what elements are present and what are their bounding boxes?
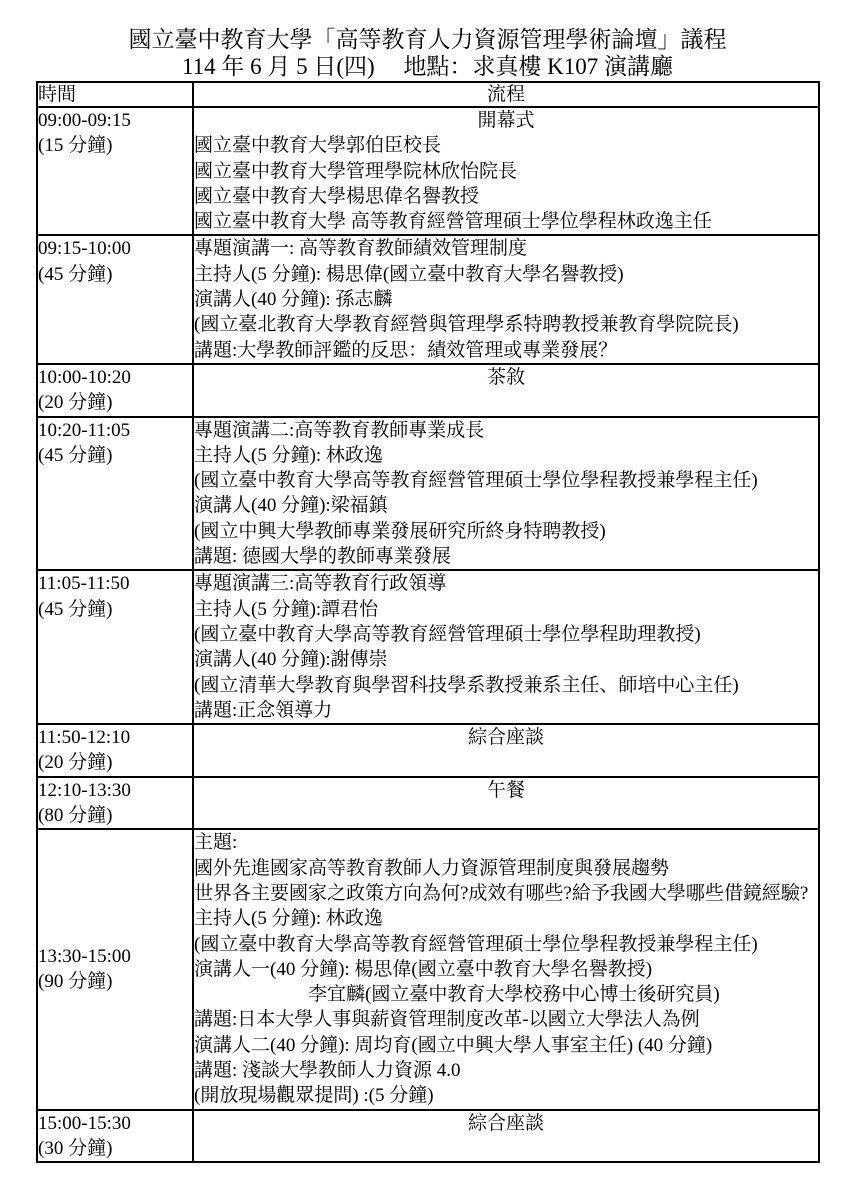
agenda-centered-title: 綜合座談: [467, 1112, 544, 1134]
time-range: 11:50-12:10: [38, 727, 131, 749]
table-row: [37, 235, 819, 363]
time-duration: (20 分鐘): [38, 392, 113, 414]
agenda-line: 講題:大學教師評鑑的反思：績效管理或專業發展？: [194, 339, 618, 361]
time-cell: [37, 724, 193, 777]
agenda-line: (國立臺中教育大學高等教育經營管理碩士學位學程教授兼學程主任): [194, 933, 758, 955]
time-range: 10:00-10:20: [38, 366, 131, 388]
agenda-line: 世界各主要國家之政策方向為何?成效有哪些?給予我國大學哪些借鏡經驗?: [194, 882, 809, 904]
agenda-cell: [193, 364, 819, 417]
agenda-line: 國立臺中教育大學郭伯臣校長: [194, 135, 442, 157]
agenda-line: 國立臺中教育大學 高等教育經營管理碩士學位學程林政逸主任: [194, 211, 712, 233]
agenda-column-header: 流程: [193, 82, 819, 107]
time-duration: (45 分鐘): [38, 263, 113, 285]
agenda-line: 講題:日本大學人事與薪資管理制度改革-以國立大學法人為例: [194, 1009, 700, 1031]
agenda-line: 專題演講三:高等教育行政領導: [194, 573, 447, 595]
agenda-centered-title: 綜合座談: [467, 727, 544, 749]
agenda-line: (國立臺中教育大學高等教育經營管理碩士學位學程助理教授): [194, 623, 701, 645]
agenda-cell: [193, 829, 819, 1109]
agenda-cell: [193, 724, 819, 777]
time-range: 09:00-09:15: [38, 110, 131, 131]
time-duration: (80 分鐘): [38, 805, 113, 827]
agenda-line: 專題演講一: 高等教育教師績效管理制度: [194, 238, 528, 260]
time-duration: (45 分鐘): [38, 444, 113, 466]
agenda-line: 講題: 德國大學的教師專業發展: [194, 546, 452, 568]
agenda-cell: [193, 417, 819, 571]
page-subtitle: 114 年 6 月 5 日(四) 地點：求真樓 K107 演講廳: [181, 54, 674, 79]
agenda-table: [36, 81, 820, 1163]
title-block: [0, 0, 855, 80]
time-cell: [37, 1110, 193, 1163]
agenda-line: (國立中興大學教師專業發展研究所終身特聘教授): [194, 520, 606, 542]
table-row: [37, 107, 819, 235]
time-cell: [37, 235, 193, 363]
time-range: 15:00-15:30: [38, 1112, 131, 1134]
agenda-line: 主持人(5 分鐘):譚君怡: [194, 598, 379, 620]
time-range: 13:30-15:00: [38, 946, 131, 968]
agenda-cell: [193, 235, 819, 363]
agenda-line: (國立臺中教育大學高等教育經營管理碩士學位學程教授兼學程主任): [194, 470, 758, 492]
agenda-centered-title: 午餐: [486, 779, 525, 801]
time-cell: [37, 364, 193, 417]
agenda-line: 李宜麟(國立臺中教育大學校務中心博士後研究員): [194, 984, 720, 1006]
agenda-line: (開放現場觀眾提問) :(5 分鐘): [194, 1085, 434, 1107]
time-cell: [37, 777, 193, 830]
table-row: [37, 777, 819, 830]
agenda-line: (國立臺北教育大學教育經營與管理學系特聘教授兼教育學院院長): [194, 314, 739, 336]
agenda-cell: [193, 1110, 819, 1163]
time-cell: [37, 417, 193, 571]
agenda-line: 主題:: [194, 832, 238, 854]
time-column-header: 時間: [37, 82, 193, 107]
time-duration: (30 分鐘): [38, 1137, 113, 1159]
time-duration: (15 分鐘): [38, 135, 113, 157]
table-row: [37, 1110, 819, 1163]
agenda-line: 國立臺中教育大學管理學院林欣怡院長: [194, 160, 518, 182]
agenda-line: 演講人(40 分鐘):梁福鎮: [194, 495, 388, 517]
table-row: [37, 417, 819, 571]
header-row: [37, 82, 819, 107]
table-row: [37, 570, 819, 724]
time-range: 09:15-10:00: [38, 238, 131, 260]
agenda-line: 演講人(40 分鐘): 孫志麟: [194, 289, 393, 311]
time-duration: (90 分鐘): [38, 971, 113, 993]
time-range: 12:10-13:30: [38, 779, 131, 801]
agenda-line: (國立清華大學教育與學習科技學系教授兼系主任、師培中心主任): [194, 674, 739, 696]
table-row: [37, 364, 819, 417]
time-cell: [37, 829, 193, 1109]
agenda-line: 主持人(5 分鐘): 楊思偉(國立臺中教育大學名譽教授): [194, 263, 624, 285]
agenda-cell: [193, 107, 819, 235]
time-cell: [37, 107, 193, 235]
time-range: 11:05-11:50: [38, 573, 130, 595]
agenda-line: 演講人(40 分鐘):謝傳崇: [194, 649, 388, 671]
time-duration: (20 分鐘): [38, 752, 113, 774]
agenda-table-body: [37, 107, 819, 1162]
page-title: 國立臺中教育大學「高等教育人力資源管理學術論壇」議程: [128, 27, 727, 52]
agenda-line: 主持人(5 分鐘): 林政逸: [194, 444, 383, 466]
agenda-line: 講題:正念領導力: [194, 699, 333, 721]
agenda-line: 國外先進國家高等教育教師人力資源管理制度與發展趨勢: [194, 857, 670, 879]
table-row: [37, 724, 819, 777]
agenda-line: 講題: 淺談大學教師人力資源 4.0: [194, 1059, 461, 1081]
table-row: [37, 829, 819, 1109]
time-cell: [37, 570, 193, 724]
agenda-cell: [193, 777, 819, 830]
agenda-line: 專題演講二:高等教育教師專業成長: [194, 419, 485, 441]
agenda-line: 主持人(5 分鐘): 林政逸: [194, 908, 383, 930]
agenda-line: 演講人二(40 分鐘): 周均育(國立中興大學人事室主任) (40 分鐘): [194, 1034, 713, 1056]
agenda-line: 國立臺中教育大學楊思偉名譽教授: [194, 185, 480, 207]
agenda-centered-title: 開幕式: [477, 110, 535, 131]
agenda-line: 演講人一(40 分鐘): 楊思偉(國立臺中教育大學名譽教授): [194, 958, 653, 980]
agenda-centered-title: 茶敘: [486, 366, 525, 388]
time-duration: (45 分鐘): [38, 598, 113, 620]
agenda-cell: [193, 570, 819, 724]
time-range: 10:20-11:05: [38, 419, 131, 441]
